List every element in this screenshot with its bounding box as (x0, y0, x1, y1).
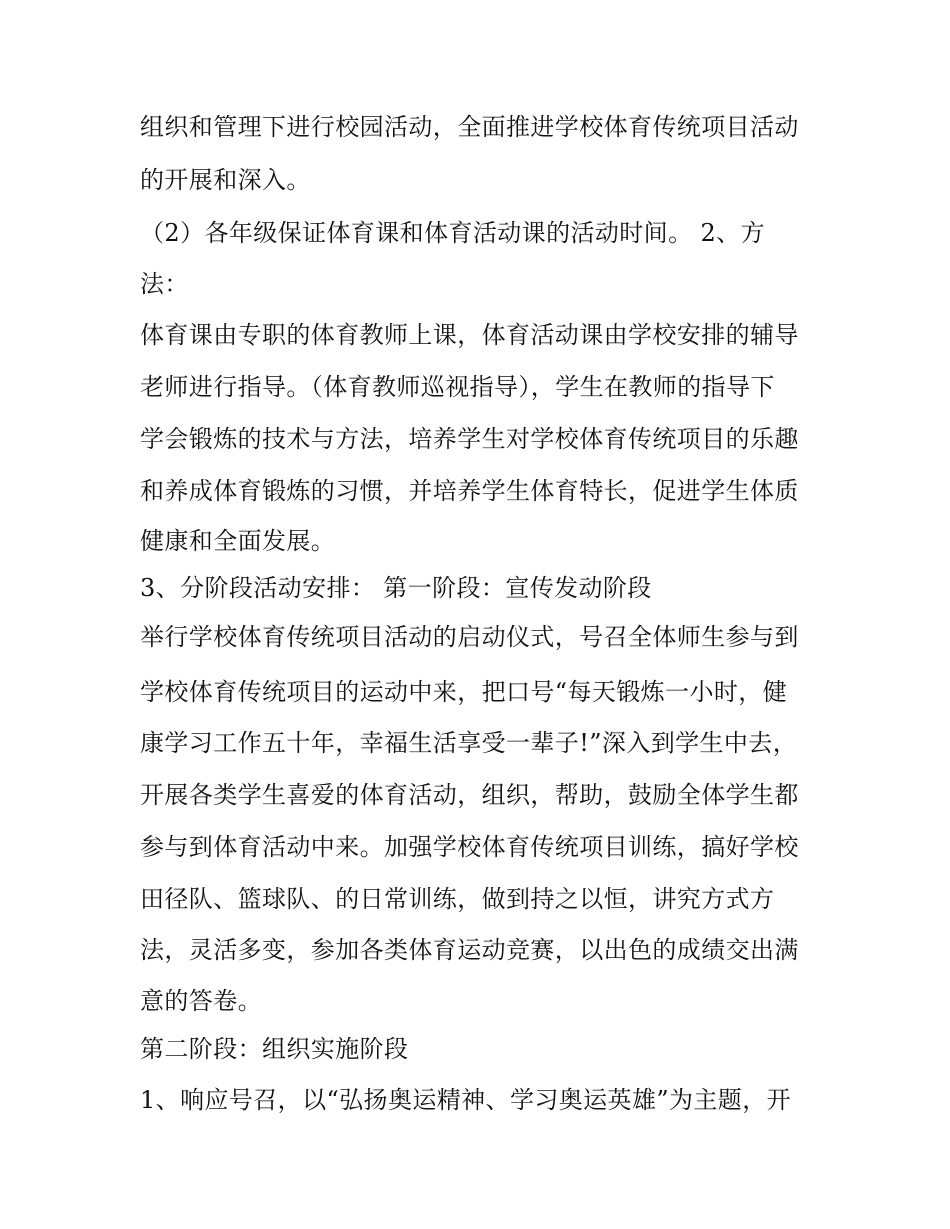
text-line-17: 法，灵活多变，参加各类体育运动竞赛，以出色的成绩交出满 (140, 936, 799, 964)
text-line-1: 组织和管理下进行校园活动，全面推进学校体育传统项目活动 (140, 113, 799, 141)
text-line-8: 和养成体育锻炼的习惯，并培养学生体育特长，促进学生体质 (140, 477, 799, 505)
text-line-3: （2）各年级保证体育课和体育活动课的活动时间。 2、方 (140, 219, 765, 247)
text-line-10: 3、分阶段活动安排： 第一阶段：宣传发动阶段 (140, 574, 652, 602)
text-line-2: 的开展和深入。 (140, 166, 311, 194)
text-line-6: 老师进行指导。（体育教师巡视指导），学生在教师的指导下 (140, 373, 775, 401)
text-line-13: 康学习工作五十年，幸福生活享受一辈子!”深入到学生中去， (140, 729, 798, 757)
text-line-14: 开展各类学生喜爱的体育活动，组织，帮助，鼓励全体学生都 (140, 781, 799, 809)
text-line-15: 参与到体育活动中来。加强学校体育传统项目训练，搞好学校 (140, 833, 799, 861)
text-line-7: 学会锻炼的技术与方法，培养学生对学校体育传统项目的乐趣 (140, 425, 799, 453)
text-line-20: 1、响应号召，以“弘扬奥运精神、学习奥运英雄”为主题，开 (140, 1086, 792, 1114)
text-line-16: 田径队、篮球队、的日常训练，做到持之以恒，讲究方式方 (140, 885, 775, 913)
text-line-5: 体育课由专职的体育教师上课，体育活动课由学校安排的辅导 (140, 321, 799, 349)
text-line-12: 学校体育传统项目的运动中来，把口号“每天锻炼一小时，健 (140, 678, 788, 706)
text-line-11: 举行学校体育传统项目活动的启动仪式，号召全体师生参与到 (140, 623, 799, 651)
text-line-18: 意的答卷。 (140, 987, 262, 1015)
text-line-19: 第二阶段：组织实施阶段 (140, 1035, 409, 1063)
text-line-4: 法： (140, 270, 189, 298)
text-line-9: 健康和全面发展。 (140, 527, 336, 555)
